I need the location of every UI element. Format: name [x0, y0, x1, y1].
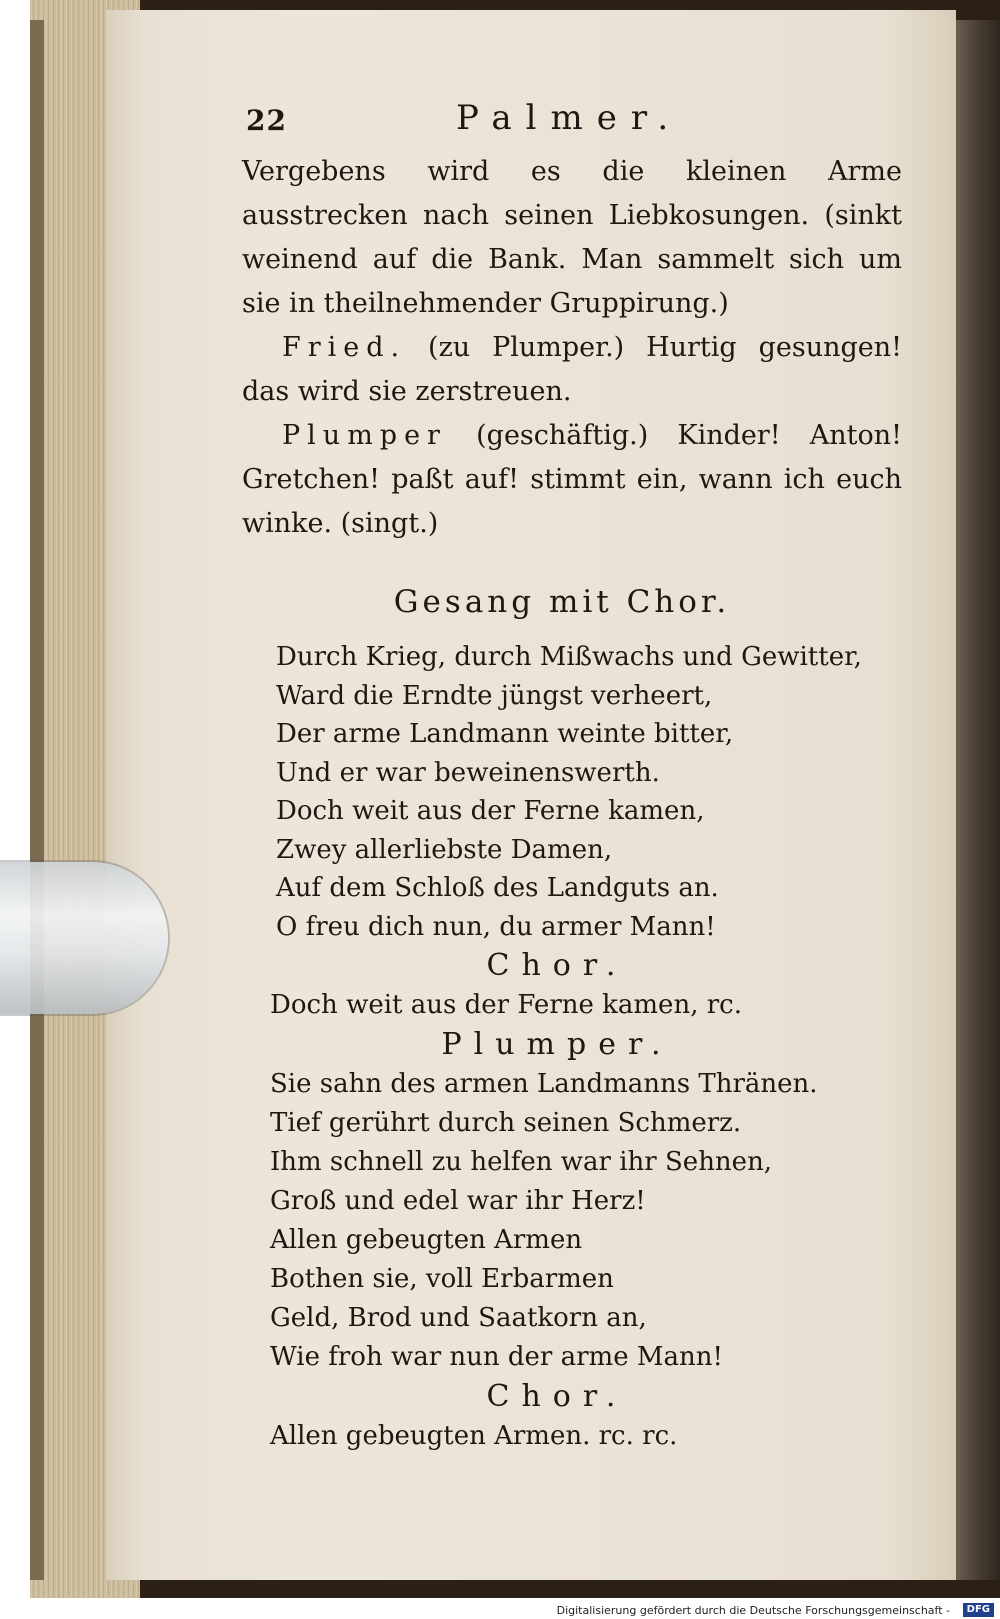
verse-line: Zwey allerliebste Damen,	[276, 834, 613, 865]
verse-line: O freu dich nun, du armer Mann!	[276, 911, 716, 942]
page-number: 22	[246, 104, 287, 137]
paragraph-2	[242, 326, 902, 414]
paragraph-2-text: (zu Plumper.) Hurtig gesungen! das wird sie zerstreuen.	[242, 332, 902, 407]
facing-page-shadow	[956, 20, 1000, 1580]
verse-line: Wie froh war nun der arme Mann!	[270, 1342, 723, 1372]
stanza-2	[242, 1065, 902, 1377]
verse-line: Ward die Erndte jüngst verheert,	[276, 680, 713, 711]
stanza-1	[242, 638, 902, 946]
chorus-1	[242, 986, 902, 1025]
paragraph-1: Vergebens wird es die kleinen Arme ausstrecken nach seinen Liebkosungen. (sinkt weinend auf die Bank. Man sammelt sich um sie in theilnehmender Gruppirung.)	[242, 156, 902, 319]
verse-line: Sie sahn des armen Landmanns Thränen.	[270, 1069, 818, 1099]
page-clip	[0, 862, 168, 1014]
page-stack-shadow	[30, 20, 44, 1580]
chorus-2	[242, 1417, 902, 1456]
chorus-label-2: Chor.	[486, 1379, 628, 1414]
digitization-credit: Digitalisierung gefördert durch die Deutsche Forschungsgemeinschaft -	[556, 1604, 950, 1617]
speaker-plumper: Plumper	[282, 420, 447, 451]
paragraph-3	[242, 414, 902, 546]
verse-line: Und er war beweinenswerth.	[276, 757, 660, 788]
verse-line: Allen gebeugten Armen	[270, 1225, 583, 1255]
verse-line: Auf dem Schloß des Landguts an.	[276, 873, 719, 903]
chorus-line: Doch weit aus der Ferne kamen, rc.	[270, 990, 742, 1020]
verse-line: Bothen sie, voll Erbarmen	[270, 1264, 614, 1294]
song-heading: Gesang mit Chor.	[393, 584, 731, 620]
verse-line: Tief gerührt durch seinen Schmerz.	[270, 1108, 742, 1138]
chorus-line: Allen gebeugten Armen. rc. rc.	[270, 1421, 678, 1451]
verse-line: Groß und edel war ihr Herz!	[270, 1186, 646, 1216]
paragraph-3-text: (geschäftig.) Kinder! Anton! Gretchen! paßt auf! stimmt ein, wann ich euch winke. (singt.)	[242, 420, 902, 539]
speaker-fried: Fried.	[282, 332, 407, 363]
page-text	[242, 98, 902, 1456]
verse-line: Durch Krieg, durch Mißwachs und Gewitter,	[276, 642, 862, 672]
chorus-label-1: Chor.	[486, 948, 628, 983]
prose-block	[242, 150, 902, 546]
running-title: Palmer.	[456, 98, 683, 138]
verse-line: Doch weit aus der Ferne kamen,	[276, 796, 705, 826]
verse-line: Der arme Landmann weinte bitter,	[276, 719, 734, 749]
page-header	[242, 98, 902, 150]
singer-label: Plumper.	[441, 1027, 673, 1062]
verse-line: Ihm schnell zu helfen war ihr Sehnen,	[270, 1147, 773, 1177]
dfg-logo: DFG	[963, 1603, 994, 1617]
verse-line: Geld, Brod und Saatkorn an,	[270, 1303, 647, 1333]
